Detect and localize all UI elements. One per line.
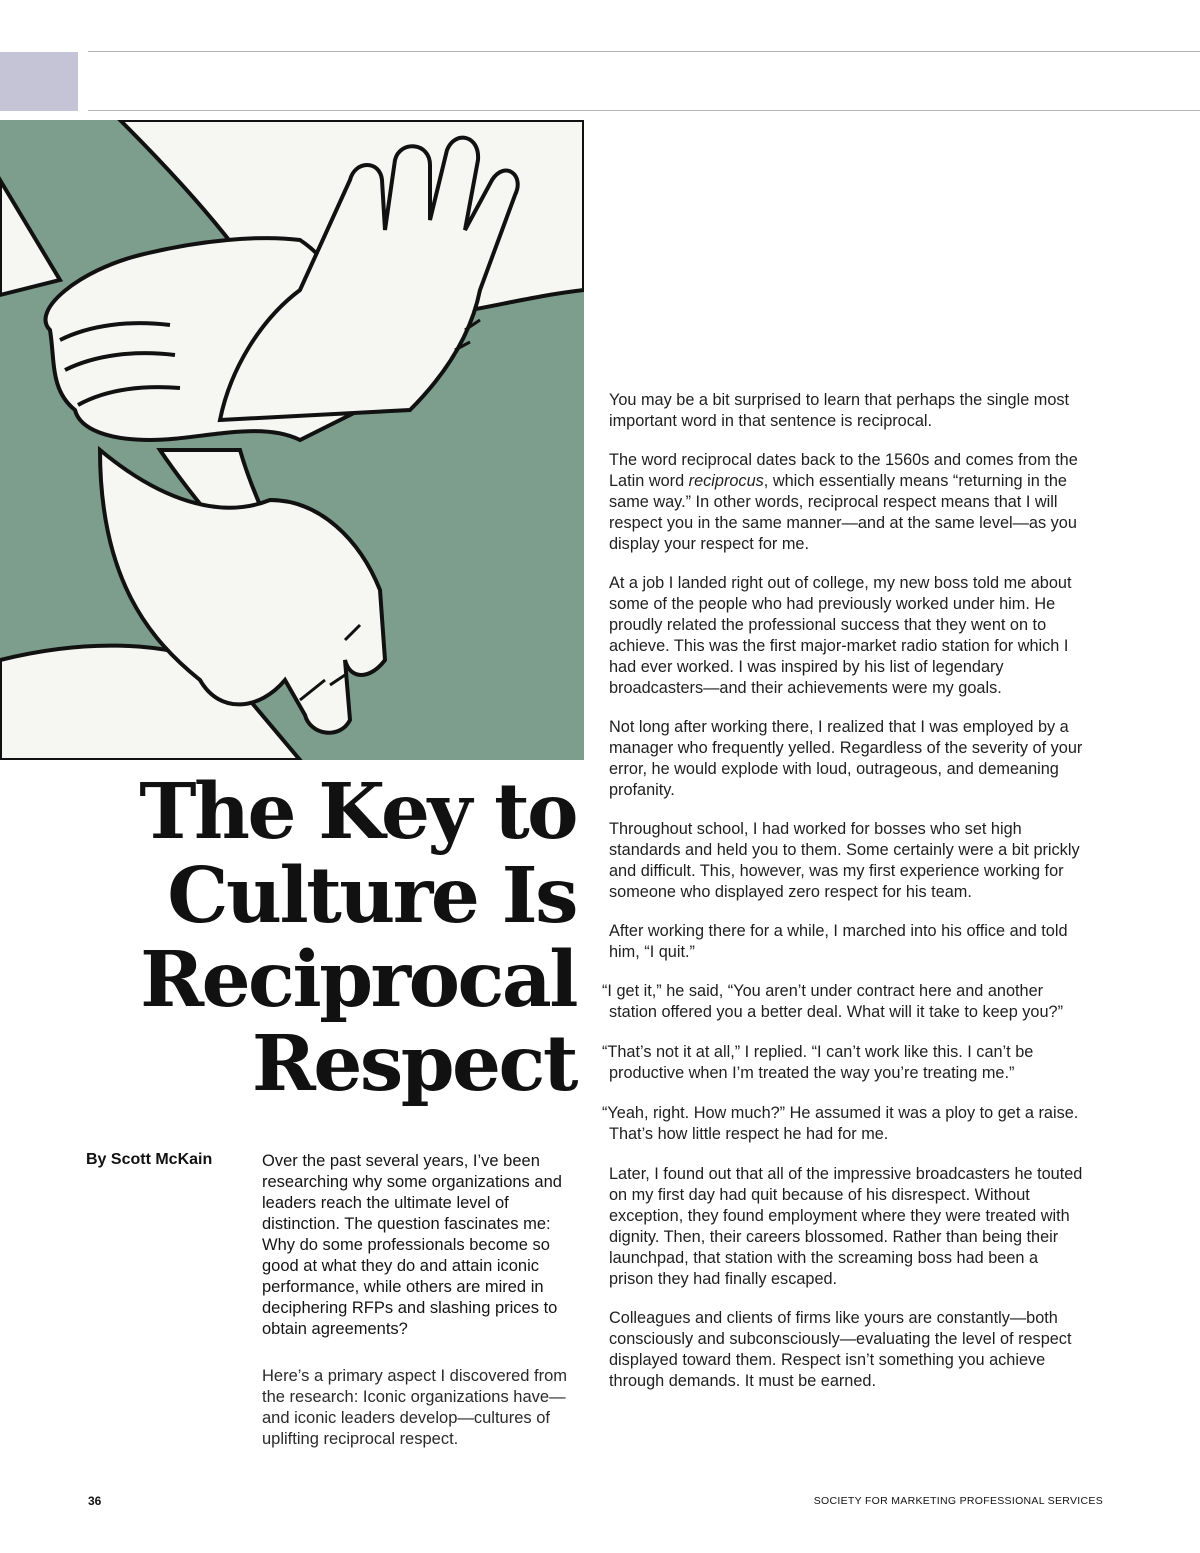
title-line: Reciprocal <box>140 935 576 1025</box>
body-paragraph: Colleagues and clients of firms like yours are constantly—both consciously and subconsciously—evaluating the level of respect displayed toward them. Respect isn’t something you achieve through demands. It must be earned. <box>609 1309 1072 1390</box>
intro-paragraph: Over the past several years, I’ve been researching why some organizations and leaders reach the ultimate level of distinction. The question fascinates me: Why do some professionals become so good at what they do and attain iconic performance, while others are mired in deciphering RFPs and slashing prices to obtain agreements? <box>262 1152 562 1338</box>
body-paragraph: Not long after working there, I realized that I was employed by a manager who frequently yelled. Regardless of the severity of your error, he would explode with loud, outrageous, and demeaning profanity. <box>609 718 1083 799</box>
intro-paragraph: Here’s a primary aspect I discovered from the research: Iconic organizations have—and iconic leaders develop—cultures of uplifting reciprocal respect. <box>262 1367 568 1448</box>
title-line: Culture Is <box>167 851 576 941</box>
body-paragraph: After working there for a while, I marched into his office and told him, “I quit.” <box>609 922 1068 961</box>
body-column <box>602 390 1084 1410</box>
latin-word: reciprocus <box>688 472 764 490</box>
title-line: The Key to <box>139 767 576 857</box>
body-paragraph: At a job I landed right out of college, my new boss told me about some of the people who had previously worked under him. He proudly related the professional success that they went on to achieve. This was the first major-market radio station for which I had ever worked. I was inspired by his list of legendary broadcasters—and their achievements were my goals. <box>609 574 1072 697</box>
header-accent-block <box>0 52 78 111</box>
body-paragraph <box>609 450 1084 555</box>
header-rule-bottom <box>88 110 1200 111</box>
intro-column <box>262 1151 582 1470</box>
publication-name: SOCIETY FOR MARKETING PROFESSIONAL SERVICES <box>813 1495 1103 1507</box>
quote-paragraph: “Yeah, right. How much?” He assumed it was a ploy to get a raise. That’s how little respect he had for me. <box>602 1104 1079 1143</box>
body-text: The word reciprocal dates back to the 1560s and comes from the Latin word <box>609 451 1078 490</box>
body-paragraph: You may be a bit surprised to learn that perhaps the single most important word in that sentence is reciprocal. <box>609 391 1070 430</box>
header-rule-top <box>88 51 1200 52</box>
quote-paragraph: “That’s not it at all,” I replied. “I can’t work like this. I can’t be productive when I’m treated the way you’re treating me.” <box>602 1043 1034 1082</box>
body-paragraph: Later, I found out that all of the impressive broadcasters he touted on my first day had quit because of his disrespect. Without exception, they found employment where they were treated with dignity. Then, their careers blossomed. Rather than being their launchpad, that station with the screaming boss had been a prison they had finally escaped. <box>609 1165 1083 1288</box>
title-line: Respect <box>251 1019 576 1109</box>
quote-paragraph: “I get it,” he said, “You aren’t under contract here and another station offered you a better deal. What will it take to keep you?” <box>602 982 1064 1021</box>
hands-illustration-icon <box>0 120 584 760</box>
body-text: , which essentially means “returning in the same way.” In other words, reciprocal respect means that I will respect you in the same manner—and at the same level—as you display your respect for me. <box>609 472 1077 553</box>
author-byline: By Scott McKain <box>86 1151 213 1168</box>
body-paragraph: Throughout school, I had worked for bosses who set high standards and held you to them. Some certainly were a bit prickly and difficult. This, however, was my first experience working for someone who displayed zero respect for his team. <box>609 820 1080 901</box>
article-title <box>100 767 576 1109</box>
page-number: 36 <box>88 1494 102 1508</box>
